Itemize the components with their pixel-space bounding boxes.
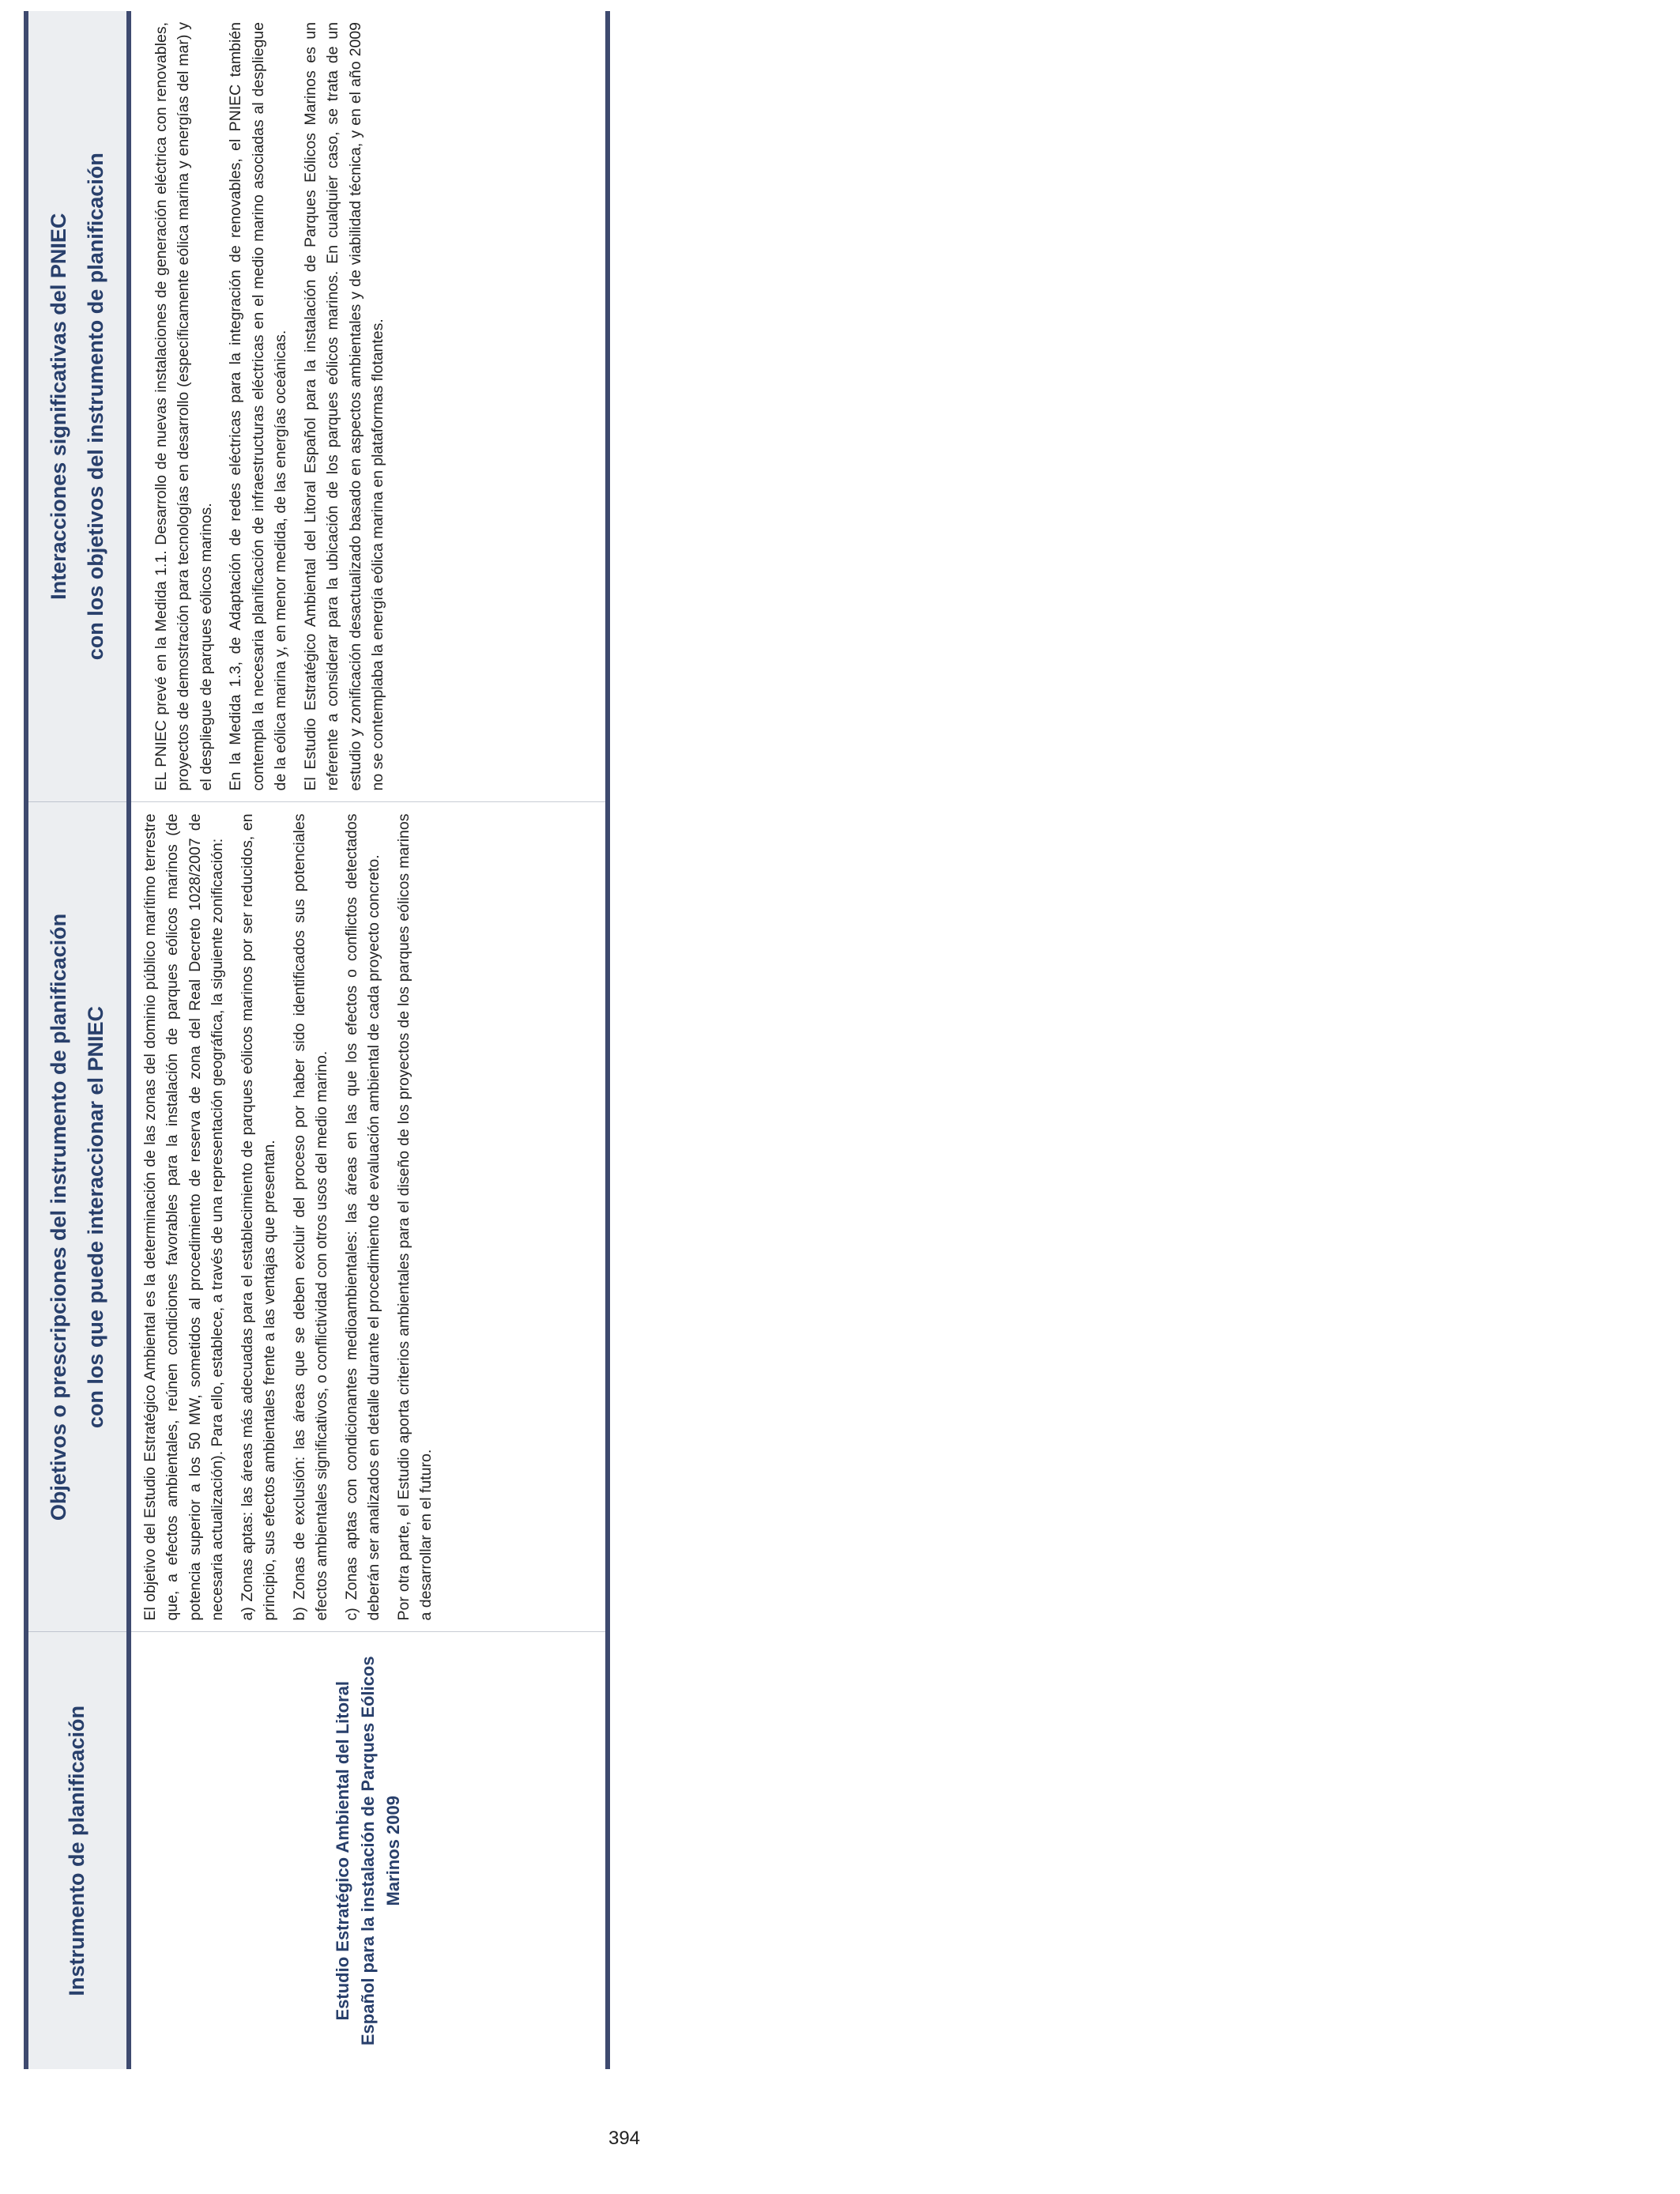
rotated-table-container (24, 11, 610, 2069)
header-interactions-line1: Interacciones significativas del PNIEC (46, 213, 70, 600)
table-row (129, 11, 608, 2069)
instrument-name: Estudio Estratégico Ambiental del Litoral Español para la instalación de Parques Eólicos Marinos 2009 (333, 1656, 403, 2046)
header-interactions (26, 11, 129, 802)
objectives-cell (129, 802, 608, 1632)
objectives-zone-exclusion: b) Zonas de exclusión: las áreas que se deben excluir del proceso por haber sido identificados sus potenciales efectos ambientales significativos, o conflictividad con otros usos del medio marino. (290, 813, 331, 1621)
interactions-medida-1-1: EL PNIEC prevé en la Medida 1.1. Desarrollo de nuevas instalaciones de generación eléctrica con renovables, proyectos de demostración para tecnologías en desarrollo (específicamente eólica marina y energías del mar) y el despliegue de parques eólicos marinos. (153, 22, 215, 791)
page-number: 394 (608, 2128, 641, 2149)
header-interactions-line2: con los objetivos del instrumento de planificación (84, 153, 107, 661)
table-header-row (26, 11, 129, 2069)
interactions-cell (129, 11, 608, 802)
interactions-medida-1-3: En la Medida 1.3, de Adaptación de redes eléctricas para la integración de renovables, el PNIEC también contempla la necesaria planificación de infraestructuras eléctricas en el medio marino asociadas al despliegue de la eólica marina y, en menor medida, de las energías oceánicas. (227, 22, 290, 791)
header-objectives (26, 802, 129, 1632)
header-objectives-line1: Objetivos o prescripciones del instrumento de planificación (46, 913, 70, 1521)
header-objectives-line2: con los que puede interaccionar el PNIEC (84, 1005, 107, 1429)
planning-instruments-table (24, 11, 610, 2069)
interactions-estudio: El Estudio Estratégico Ambiental del Litoral Español para la instalación de Parques Eólicos Marinos es un referente a considerar para la ubicación de los parques eólicos marinos. En cualquier caso, se trata de un estudio y zonificación desactualizado basado en aspectos ambientales y de viabilidad técnica, y en el año 2009 no se contemplaba la energía eólica marina en plataformas flotantes. (301, 22, 387, 791)
objectives-paragraph: El objetivo del Estudio Estratégico Ambiental es la determinación de las zonas del dominio público marítimo terrestre que, a efectos ambientales, reúnen condiciones favorables para la instalación de parques eólicos marinos (de potencia superior a los 50 MW, sometidos al procedimiento de reserva de zona del Real Decreto 1028/2007 de necesaria actualización). Para ello, establece, a través de una representación geográfica, la siguiente zonificación: (141, 813, 227, 1621)
objectives-criteria: Por otra parte, el Estudio aporta criterios ambientales para el diseño de los proyectos de los parques eólicos marinos a desarrollar en el futuro. (394, 813, 435, 1621)
header-instrument-label: Instrumento de planificación (65, 1705, 89, 1996)
objectives-zone-condicionantes: c) Zonas aptas con condicionantes medioambientales: las áreas en las que los efectos o conflictos detectados deberán ser analizados en detalle durante el procedimiento de evaluación ambiental de cada proyecto concreto. (342, 813, 383, 1621)
instrument-cell (129, 1632, 608, 2069)
header-instrument (26, 1632, 129, 2069)
objectives-zone-aptas: a) Zonas aptas: las áreas más adecuadas para el establecimiento de parques eólicos marinos por ser reducidos, en principio, sus efectos ambientales frente a las ventajas que presentan. (238, 813, 279, 1621)
